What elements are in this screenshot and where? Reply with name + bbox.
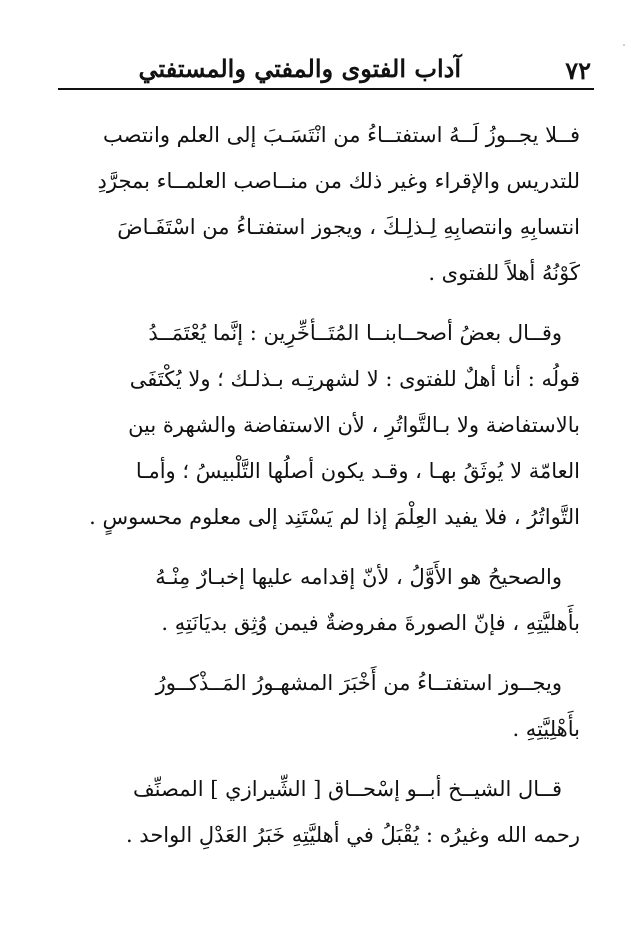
text-line: قولُه : أنا أهلٌ للفتوى : لا لشهرتِـه بـذلـك ؛ ولا يُكْتَفَى bbox=[129, 367, 580, 391]
text-line: التَّواتُرُ ، فلا يفيد العِلْمَ إذا لم يَسْتَنِد إلى معلوم محسوسٍ . bbox=[89, 505, 580, 529]
text-line: العامّة لا يُوثَقُ بهـا ، وقـد يكون أصلُها التَّلْبيسُ ؛ وأمـا bbox=[135, 459, 580, 483]
text-line: بأَهْلِيَّتِهِ . bbox=[512, 717, 580, 741]
paragraph-5 bbox=[60, 766, 580, 858]
running-title: آداب الفتوى والمفتي والمستفتي bbox=[138, 54, 461, 83]
text-line: للتدريس والإقراء وغير ذلك من منــاصب العلمــاء بمجرَّدِ bbox=[97, 169, 580, 193]
text-line: والصحيحُ هو الأَوَّلُ ، لأنّ إقدامه عليها إخبـارٌ مِنْـهُ bbox=[155, 565, 562, 589]
paragraph-2 bbox=[60, 310, 580, 540]
text-line: رحمه الله وغيرُه : يُقْبَلُ في أهليَّتِهِ خَبَرُ العَدْلِ الواحد . bbox=[125, 823, 580, 847]
page-number: ٧٢ bbox=[565, 56, 591, 85]
page-body bbox=[60, 112, 580, 872]
text-line: انتسابِهِ وانتصابِهِ لِـذلِـكَ ، ويجوز استفتـاءُ من اسْتَفَـاضَ bbox=[117, 215, 580, 239]
page-header bbox=[58, 52, 591, 90]
text-line: فــلا يجــوزُ لَــهُ استفتــاءُ من انْتَسَـبَ إلى العلم وانتصب bbox=[102, 123, 580, 147]
paragraph-4 bbox=[60, 660, 580, 752]
text-line: كَوْنُهُ أهلاً للفتوى . bbox=[428, 261, 580, 285]
text-line: بالاستفاضة ولا بـالتَّواتُرِ ، لأن الاستفاضة والشهرة بين bbox=[128, 413, 580, 437]
paragraph-3 bbox=[60, 554, 580, 646]
paragraph-1 bbox=[60, 112, 580, 296]
text-line: قــال الشيــخ أبــو إسْحــاق [ الشِّيرازي ] المصنِّف bbox=[132, 777, 562, 801]
text-line: بأَهليَّتِهِ ، فإنّ الصورةَ مفروضةٌ فيمن وُثِق بديَانَتِهِ . bbox=[161, 611, 580, 635]
text-line: ويجــوز استفتــاءُ من أَخْبَرَ المشهـورُ المَــذْكــورُ bbox=[155, 671, 562, 695]
header-rule bbox=[58, 88, 594, 90]
margin-mark bbox=[623, 44, 625, 46]
text-line: وقــال بعضُ أصحــابنــا المُتَــأخِّرِين : إنَّما يُعْتَمَــدُ bbox=[148, 321, 562, 345]
